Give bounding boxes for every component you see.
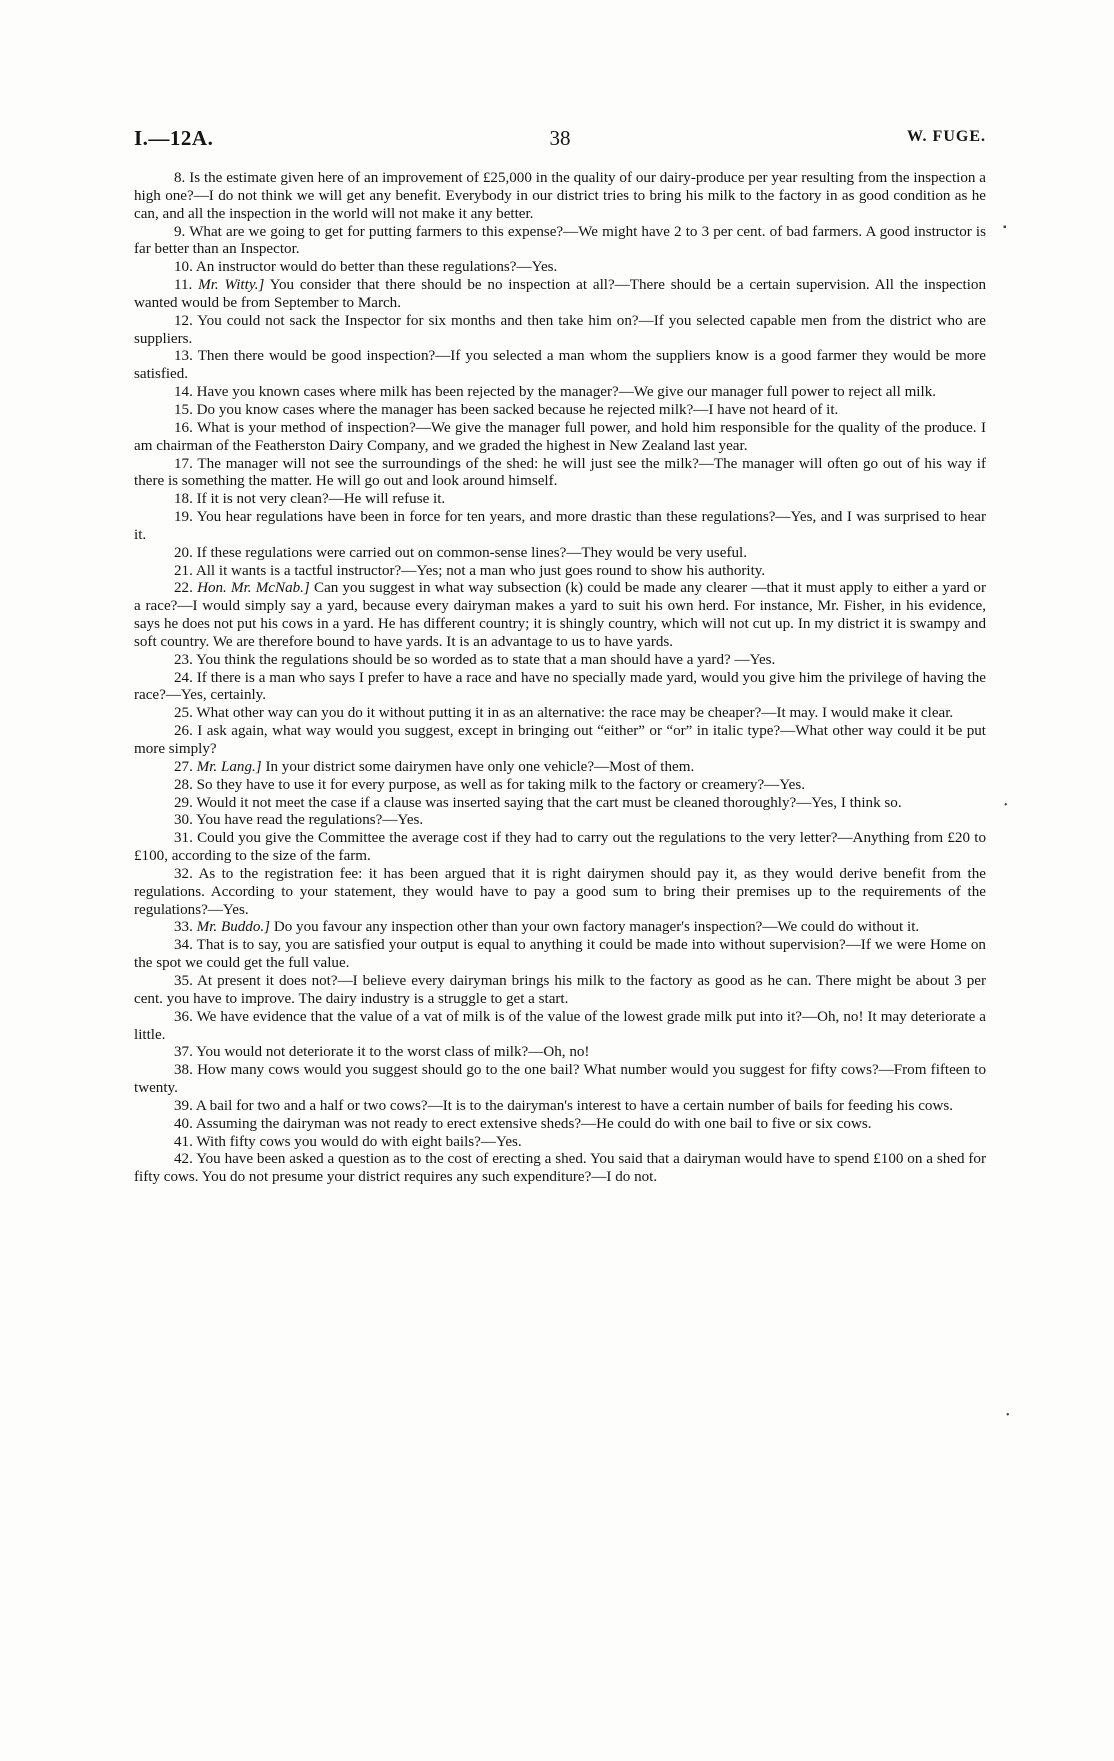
question-answer-text: What is your method of inspection?—We give the manager full power, and hold him responsible for the quality of the produce. I am chairman of the Featherston Dairy Company, and we graded the highest in New Zealand last year. [134, 419, 986, 454]
qa-entry [134, 1151, 986, 1187]
question-number: 31. [174, 830, 193, 847]
qa-entry [134, 348, 986, 384]
qa-entry [134, 705, 986, 723]
question-number: 35. [174, 972, 193, 989]
question-number: 11. [174, 277, 193, 294]
qa-entry [134, 1009, 986, 1045]
question-answer-text: You hear regulations have been in force for ten years, and more drastic than these regulations?—Yes, and I was surprised to hear it. [134, 509, 986, 543]
question-number: 37. [174, 1044, 193, 1061]
qa-entry [134, 1062, 986, 1098]
qa-entry [134, 1134, 986, 1152]
question-number: 13. [174, 348, 193, 365]
qa-entry [134, 812, 986, 830]
question-answer-text: You have been asked a question as to the cost of erecting a shed. You said that a dairyman would have to spend £100 on a shed for fifty cows. You do not presume your district requires any such expenditure?—I do not. [134, 1151, 986, 1186]
question-answer-text: At present it does not?—I believe every dairyman brings his milk to the factory as good as he can. There might be about 3 per cent. you have to improve. The dairy industry is a struggle to get a start. [134, 972, 986, 1007]
question-answer-text: If there is a man who says I prefer to have a race and have no specially made yard, would you give him the privilege of having the race?—Yes, certainly. [134, 669, 986, 704]
question-number: 29. [174, 794, 193, 811]
qa-entry [134, 777, 986, 795]
qa-entry [134, 545, 986, 563]
margin-speck: • [1004, 800, 1008, 811]
question-answer-text: Do you favour any inspection other than your own factory manager's inspection?—We could do without it. [273, 919, 920, 936]
question-answer-text: Assuming the dairyman was not ready to erect extensive sheds?—He could do with one bail to five or six cows. [195, 1115, 872, 1132]
question-number: 14. [174, 384, 193, 401]
qa-entry [134, 670, 986, 706]
question-number: 33. [174, 919, 193, 936]
qa-entry [134, 509, 986, 545]
speaker-name: Mr. Lang.] [196, 758, 262, 775]
question-number: 28. [174, 776, 193, 793]
qa-entry [134, 420, 986, 456]
question-answer-text: That is to say, you are satisfied your output is equal to anything it could be made into without supervision?—If we were Home on the spot we could get the full value. [134, 937, 986, 972]
speaker-name: Hon. Mr. McNab.] [197, 580, 310, 597]
question-answer-text: You consider that there should be no inspection at all?—There should be a certain supervision. All the inspection wanted would be from September to March. [134, 277, 987, 311]
qa-entry [134, 1098, 986, 1116]
question-answer-text: A bail for two and a half or two cows?—It is to the dairyman's interest to have a certain number of bails for feeding his cows. [195, 1097, 954, 1114]
question-answer-text: Is the estimate given here of an improvement of £25,000 in the quality of our dairy-produce per year resulting from the inspection a high one?—I do not think we will get any benefit. Everybody in our district tries to bring his milk to the factory in as good condition as he can, and all the inspection in the world will not make it any better. [134, 170, 986, 222]
evidence-body [134, 170, 986, 1187]
qa-entry [134, 723, 986, 759]
question-number: 23. [174, 651, 193, 668]
qa-entry [134, 402, 986, 420]
speaker-name: Mr. Buddo.] [196, 919, 271, 936]
question-number: 25. [174, 705, 193, 722]
qa-entry [134, 759, 986, 777]
question-number: 27. [174, 758, 193, 775]
question-answer-text: Can you suggest in what way subsection (k) could be made any clearer —that it must apply to either a yard or a race?—I would simply say a yard, because every dairyman makes a yard to suit his own herd. For instance, Mr. Fisher, in his evidence, says he does not put his cows in a yard. He has different country; it is shingly country, which will not cut up. In my district it is swampy and soft country. We are therefore bound to have yards. It is an advantage to us to have yards. [134, 580, 986, 650]
qa-entry [134, 919, 986, 937]
document-reference: I.—12A. [134, 126, 214, 150]
question-number: 30. [174, 812, 193, 829]
question-answer-text: How many cows would you suggest should go to the one bail? What number would you suggest for fifty cows?—From fifteen to twenty. [134, 1062, 986, 1097]
question-answer-text: Could you give the Committee the average cost if they had to carry out the regulations to the very letter?—Anything from £20 to £100, according to the size of the farm. [134, 830, 986, 865]
question-number: 32. [174, 865, 193, 882]
qa-entry [134, 580, 986, 651]
question-number: 42. [174, 1151, 193, 1168]
question-answer-text: If these regulations were carried out on common-sense lines?—They would be very useful. [196, 544, 747, 561]
question-number: 22. [174, 580, 193, 597]
witness-name: W. FUGE. [907, 128, 986, 145]
qa-entry [134, 1116, 986, 1134]
question-answer-text: As to the registration fee: it has been argued that it is right dairymen should pay it, as they would derive benefit from the regulations. According to your statement, they would have to pay a good sum to bring their premises up to the requirements of the regulations?—Yes. [134, 865, 986, 918]
qa-entry [134, 384, 986, 402]
qa-entry [134, 563, 986, 581]
question-number: 16. [174, 419, 193, 436]
qa-entry [134, 973, 986, 1009]
qa-entry [134, 652, 986, 670]
question-answer-text: Do you know cases where the manager has been sacked because he rejected milk?—I have not heard of it. [196, 401, 839, 418]
question-number: 39. [174, 1097, 193, 1114]
question-number: 26. [174, 723, 193, 740]
qa-entry [134, 259, 986, 277]
question-answer-text: You have read the regulations?—Yes. [196, 812, 424, 829]
question-answer-text: The manager will not see the surroundings of the shed: he will just see the milk?—The manager will often go out of his way if there is something the matter. He will go out and look around himself. [134, 455, 986, 490]
question-number: 38. [174, 1062, 193, 1079]
margin-speck: ▪ [1003, 222, 1007, 233]
question-answer-text: You could not sack the Inspector for six months and then take him on?—If you selected capable men from the district who are suppliers. [134, 312, 986, 347]
question-number: 12. [174, 312, 193, 329]
qa-entry [134, 224, 986, 260]
question-answer-text: What other way can you do it without putting it in as an alternative: the race may be cheaper?—It may. I would make it clear. [196, 705, 954, 722]
question-answer-text: We have evidence that the value of a vat of milk is of the value of the lowest grade milk put into it?—Oh, no! It may deteriorate a little. [134, 1008, 986, 1043]
question-answer-text: An instructor would do better than these regulations?—Yes. [195, 259, 558, 276]
qa-entry [134, 866, 986, 920]
question-answer-text: With fifty cows you would do with eight bails?—Yes. [196, 1133, 522, 1150]
question-number: 10. [174, 259, 193, 276]
qa-entry [134, 830, 986, 866]
qa-entry [134, 937, 986, 973]
question-number: 17. [174, 455, 193, 472]
question-number: 20. [174, 544, 193, 561]
speaker-name: Mr. Witty.] [198, 277, 265, 294]
question-number: 19. [174, 509, 193, 526]
question-number: 34. [174, 937, 193, 954]
question-answer-text: You would not deteriorate it to the worst class of milk?—Oh, no! [196, 1044, 590, 1061]
qa-entry [134, 313, 986, 349]
question-number: 24. [174, 669, 193, 686]
question-answer-text: Have you known cases where milk has been rejected by the manager?—We give our manager full power to reject all milk. [196, 384, 937, 401]
margin-speck: • [1006, 1410, 1010, 1421]
page-header [134, 126, 986, 154]
qa-entry [134, 170, 986, 224]
qa-entry [134, 1044, 986, 1062]
question-number: 9. [174, 223, 186, 240]
question-number: 40. [174, 1115, 193, 1132]
question-answer-text: All it wants is a tactful instructor?—Yes; not a man who just goes round to show his authority. [195, 562, 766, 579]
question-answer-text: In your district some dairymen have only one vehicle?—Most of them. [265, 758, 695, 775]
question-answer-text: So they have to use it for every purpose, as well as for taking milk to the factory or creamery?—Yes. [196, 776, 805, 793]
question-number: 36. [174, 1008, 193, 1025]
qa-entry [134, 795, 986, 813]
question-number: 21. [174, 562, 193, 579]
question-answer-text: What are we going to get for putting farmers to this expense?—We might have 2 to 3 per cent. of bad farmers. A good instructor is far better than an Inspector. [134, 223, 986, 258]
question-answer-text: Then there would be good inspection?—If you selected a man whom the suppliers know is a good farmer they would be more satisfied. [134, 348, 986, 383]
qa-entry [134, 277, 986, 313]
qa-entry [134, 456, 986, 492]
question-answer-text: I ask again, what way would you suggest, except in bringing out “either” or “or” in italic type?—What other way could it be put more simply? [134, 723, 986, 757]
question-number: 15. [174, 401, 193, 418]
page-number: 38 [549, 126, 571, 150]
question-number: 18. [174, 491, 193, 508]
question-answer-text: Would it not meet the case if a clause was inserted saying that the cart must be cleaned thoroughly?—Yes, I think so. [196, 794, 902, 811]
question-answer-text: If it is not very clean?—He will refuse it. [196, 491, 446, 508]
question-number: 8. [174, 170, 186, 186]
question-number: 41. [174, 1133, 193, 1150]
qa-entry [134, 491, 986, 509]
question-answer-text: You think the regulations should be so worded as to state that a man should have a yard? —Yes. [196, 651, 776, 668]
